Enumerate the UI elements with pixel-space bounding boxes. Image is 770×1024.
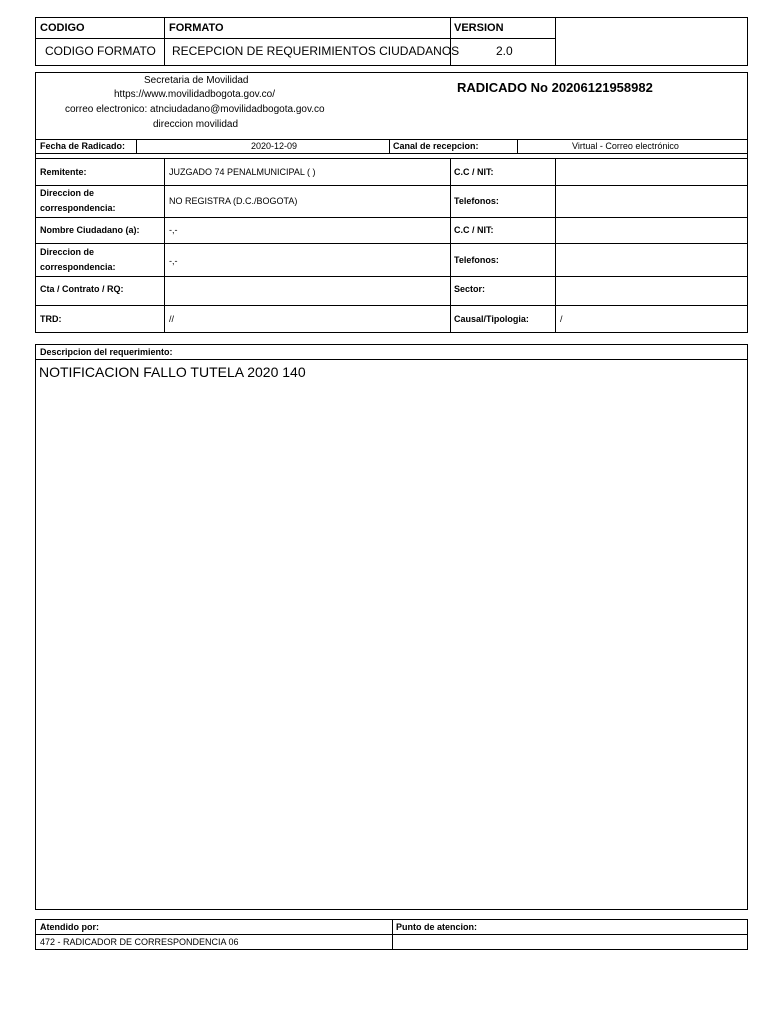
atendido-value: 472 - RADICADOR DE CORRESPONDENCIA 06 [40,937,239,947]
telefonos-label-2: Telefonos: [454,255,499,265]
direccion-value-1: NO REGISTRA (D.C./BOGOTA) [169,196,298,206]
trd-value: // [169,314,175,324]
entity-email: correo electronico: atnciudadano@movilidadbogota.gov.co [65,104,325,115]
entity-website: https://www.movilidadbogota.gov.co/ [114,89,276,100]
cc-nit-label-2: C.C / NIT: [454,225,494,235]
fecha-label: Fecha de Radicado: [40,141,126,151]
direccion-label-1b: correspondencia: [40,203,116,213]
causal-label: Causal/Tipologia: [454,314,529,324]
entity-table [35,72,748,333]
codigo-label: CODIGO [40,22,85,34]
descripcion-label: Descripcion del requerimiento: [40,347,173,357]
header-table [35,17,748,66]
causal-value: / [560,314,563,324]
punto-label: Punto de atencion: [396,922,477,932]
remitente-value: JUZGADO 74 PENALMUNICIPAL ( ) [169,167,316,177]
descripcion-text: NOTIFICACION FALLO TUTELA 2020 140 [39,364,306,380]
entity-name: Secretaria de Movilidad [144,75,249,86]
fecha-value: 2020-12-09 [251,141,298,151]
cc-nit-label-1: C.C / NIT: [454,167,494,177]
direccion-label-2a: Direccion de [40,247,95,257]
cta-label: Cta / Contrato / RQ: [40,284,124,294]
sector-label: Sector: [454,284,486,294]
footer-table [35,919,748,950]
version-label: VERSION [454,22,504,34]
nombre-value: -,- [169,225,178,235]
direccion-value-2: -,- [169,256,178,266]
trd-label: TRD: [40,314,62,324]
direccion-label-1a: Direccion de [40,188,95,198]
formato-label: FORMATO [169,22,224,34]
formato-value: RECEPCION DE REQUERIMIENTOS CIUDADANOS [172,44,460,58]
nombre-label: Nombre Ciudadano (a): [40,225,140,235]
remitente-label: Remitente: [40,167,87,177]
canal-value: Virtual - Correo electrónico [572,141,679,151]
telefonos-label-1: Telefonos: [454,196,499,206]
codigo-value: CODIGO FORMATO [45,44,156,58]
radicado-number: RADICADO No 20206121958982 [457,80,653,95]
version-value: 2.0 [496,44,513,58]
direccion-label-2b: correspondencia: [40,262,116,272]
descripcion-section [35,344,748,910]
canal-label: Canal de recepcion: [393,141,479,151]
entity-address: direccion movilidad [153,119,239,130]
atendido-label: Atendido por: [40,922,99,932]
